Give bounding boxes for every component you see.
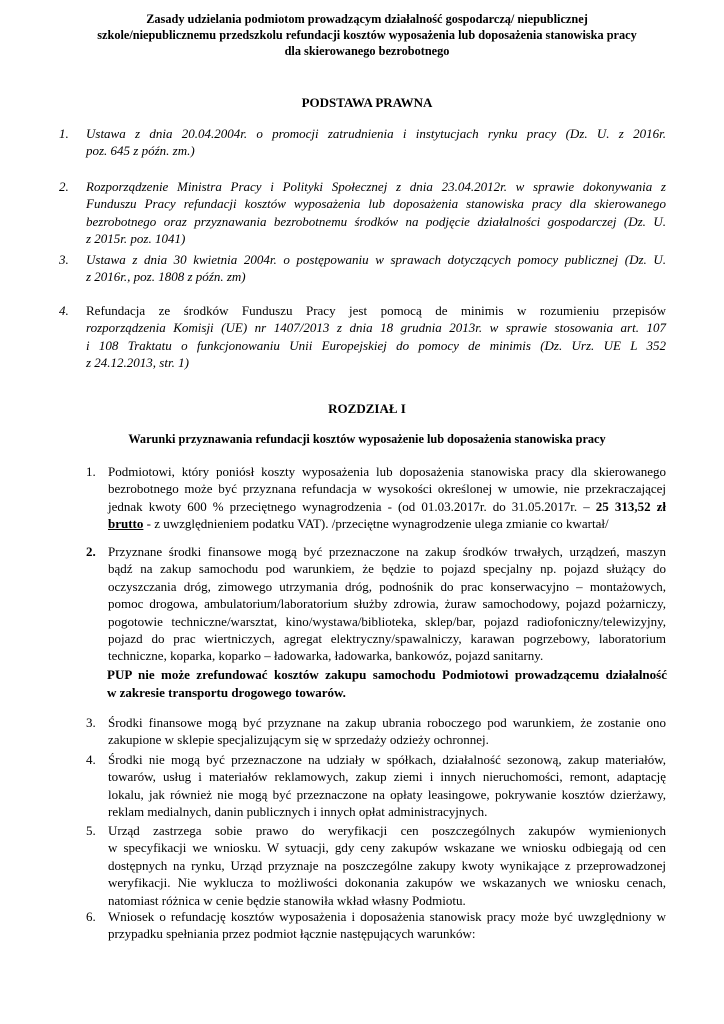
text-line: Przyznane środki finansowe mogą być przeznaczone na zakup środków trwałych, urządzeń, maszyn bbox=[108, 544, 666, 559]
item-number: 4. bbox=[59, 303, 69, 318]
text-line: Podmiotowi, który poniósł koszty wyposażenia lub doposażenia stanowiska pracy dla skierowanego bbox=[108, 464, 666, 479]
paragraph-number: 5. bbox=[86, 823, 96, 838]
text-line: zakupione w sklepie specjalizującym się w sprzedaży odzieży ochronnej. bbox=[108, 732, 489, 748]
title-line: szkole/niepublicznemu przedszkolu refundacji kosztów wyposażenia lub doposażenia stanowiska pracy bbox=[97, 28, 637, 42]
text-line: i 108 Traktatu o funkcjonowaniu Unii Europejskiej do pomocy de minimis (Dz. Urz. UE L 352 bbox=[86, 337, 666, 353]
text-line: oczyszczania dróg, zimowego utrzymania dróg, podnośnik do prac konserwacyjno – montażowych, bbox=[108, 578, 666, 594]
legal-basis-item bbox=[59, 178, 666, 248]
title-line: Zasady udzielania podmiotom prowadzącym działalność gospodarczą/ niepublicznej bbox=[146, 12, 588, 26]
text-line: bezrobotnego może być przyznana refundacja w wysokości określonej w umowie, nie przekraczającej bbox=[108, 481, 666, 497]
legal-basis-heading: PODSTAWA PRAWNA bbox=[301, 95, 433, 110]
text-line: dostępnych na rynku, Urząd przyznaje na poszczególne zakupy kwoty wynikające z przeprowadzonej bbox=[108, 857, 666, 873]
paragraph-number: 1. bbox=[86, 464, 96, 479]
text-line: reklam medialnych, danin publicznych i innych opłat administracyjnych. bbox=[108, 804, 488, 820]
title-line: dla skierowanego bezrobotnego bbox=[284, 44, 450, 58]
text-line: Funduszu Pracy refundacji kosztów wyposażenia lub doposażenia stanowiska pracy dla skierowanego bbox=[86, 196, 666, 212]
chapter-paragraph bbox=[86, 543, 666, 665]
chapter-paragraph bbox=[86, 463, 666, 533]
text-line: bądź na zakup samochodu pod warunkiem, że będzie to pojazd specjalny np. pojazd służący do bbox=[108, 561, 666, 577]
text-line: pogotowie techniczne/warsztat, kino/wystawa/biblioteka, sklep/bar, pojazd radiofoniczny/telewizyjny, bbox=[108, 613, 666, 629]
legal-basis-item bbox=[59, 125, 666, 160]
text-line: w zakresie transportu drogowego towarów. bbox=[107, 685, 346, 700]
text-line: Środki finansowe mogą być przyznane na zakup ubrania roboczego pod warunkiem, że zostanie ono bbox=[108, 715, 666, 730]
text-line: rozporządzenia Komisji (UE) nr 1407/2013 z dnia 18 grudnia 2013r. w sprawie stosowania art. 107 bbox=[86, 320, 666, 336]
text-line: poz. 645 z późn. zm.) bbox=[86, 143, 195, 159]
paragraph-number: 4. bbox=[86, 752, 96, 767]
paragraph-number: 3. bbox=[86, 715, 96, 730]
text-line: z 24.12.2013, str. 1) bbox=[86, 355, 189, 371]
paragraph-number: 6. bbox=[86, 909, 96, 924]
legal-basis-item bbox=[59, 302, 666, 372]
text-segment: jednak kwoty 600 % przeciętnego wynagrodzenia - (od 01.03.2017r. do 31.05.2017r. – bbox=[108, 498, 590, 514]
chapter-subheading: Warunki przyznawania refundacji kosztów wyposażenie lub doposażenia stanowiska pracy bbox=[128, 432, 606, 446]
paragraph-number: 2. bbox=[86, 544, 96, 559]
text-line: Rozporządzenie Ministra Pracy i Polityki Społecznej z dnia 23.04.2012r. w sprawie dokonywania z bbox=[86, 179, 666, 194]
refund-amount: 25 313,52 zł bbox=[595, 498, 666, 514]
text-line: Ustawa z dnia 30 kwietnia 2004r. o postępowaniu w sprawach dotyczących pomocy publicznej (Dz. U. bbox=[86, 252, 666, 267]
text-line: Środki nie mogą być przeznaczone na udziały w spółkach, działalność sezonową, zakup materiałów, bbox=[108, 752, 666, 767]
text-line: Refundacja ze środków Funduszu Pracy jest pomocą de minimis w rozumieniu przepisów bbox=[86, 303, 666, 318]
text-line: z 2016r., poz. 1808 z późn. zm) bbox=[86, 269, 246, 285]
text-line: Ustawa z dnia 20.04.2004r. o promocji zatrudnienia i instytucjach rynku pracy (Dz. U. z 2016r. bbox=[86, 126, 666, 141]
chapter-paragraph bbox=[86, 714, 666, 749]
chapter-heading: ROZDZIAŁ I bbox=[328, 401, 406, 416]
legal-basis-item bbox=[59, 251, 666, 286]
brutto-label: brutto bbox=[108, 516, 144, 532]
text-line: weryfikacji. Nie wyklucza to możliwości dokonania zakupów we wskazanych we wniosku cenach, bbox=[108, 875, 666, 891]
item-number: 3. bbox=[59, 252, 69, 267]
text-line bbox=[108, 498, 666, 515]
text-line: PUP nie może zrefundować kosztów zakupu samochodu Podmiotowi prowadzącemu działalność bbox=[107, 667, 667, 682]
text-line: lokalu, jak również nie mogą być przeznaczone na opłaty leasingowe, pokrywanie kosztów dzierżawy, bbox=[108, 786, 666, 802]
text-line: Urząd zastrzega sobie prawo do weryfikacji cen poszczególnych zakupów wymienionych bbox=[108, 823, 666, 838]
text-line: techniczne, koparka, koparko – ładowarka, ładowarka, bankowóz, pojazd sanitarny. bbox=[108, 648, 544, 664]
document-title bbox=[60, 11, 674, 59]
text-line: Wniosek o refundację kosztów wyposażenia i doposażenia stanowisk pracy może być uwzględniony w bbox=[108, 909, 666, 924]
text-line: natomiast różnica w cenie będzie stanowiła wkład własny Podmiotu. bbox=[108, 892, 466, 908]
text-line bbox=[108, 515, 666, 532]
transport-note bbox=[107, 666, 667, 702]
item-number: 2. bbox=[59, 179, 69, 194]
item-number: 1. bbox=[59, 126, 69, 141]
chapter-paragraph bbox=[86, 908, 666, 943]
text-line: przypadku spełniania przez podmiot łącznie następujących warunków: bbox=[108, 926, 476, 942]
text-line: towarów, usług i materiałów reklamowych, zakup ziemi i innych nieruchomości, remont, adaptację bbox=[108, 769, 666, 785]
chapter-paragraph bbox=[86, 822, 666, 909]
text-line: pomoc drogowa, ambulatorium/laboratorium służby zdrowia, żuraw samochodowy, pojazd pożarniczy, bbox=[108, 596, 666, 612]
text-line: bezrobotnego oraz przyznawania bezrobotnemu środków na podjęcie działalności gospodarczej (Dz. U. bbox=[86, 213, 666, 229]
text-line: z 2015r. poz. 1041) bbox=[86, 231, 186, 247]
text-segment: - z uwzględnieniem podatku VAT). /przeciętne wynagrodzenie ulega zmianie co kwartał/ bbox=[143, 516, 609, 532]
text-line: pojazd do prac wiertniczych, agregat elektryczny/spawalniczy, karawan pogrzebowy, laboratorium bbox=[108, 631, 666, 647]
text-line: w specyfikacji we wniosku. W sytuacji, gdy ceny zakupów wskazane we wniosku odbiegają od cen bbox=[108, 840, 666, 856]
chapter-paragraph bbox=[86, 751, 666, 821]
